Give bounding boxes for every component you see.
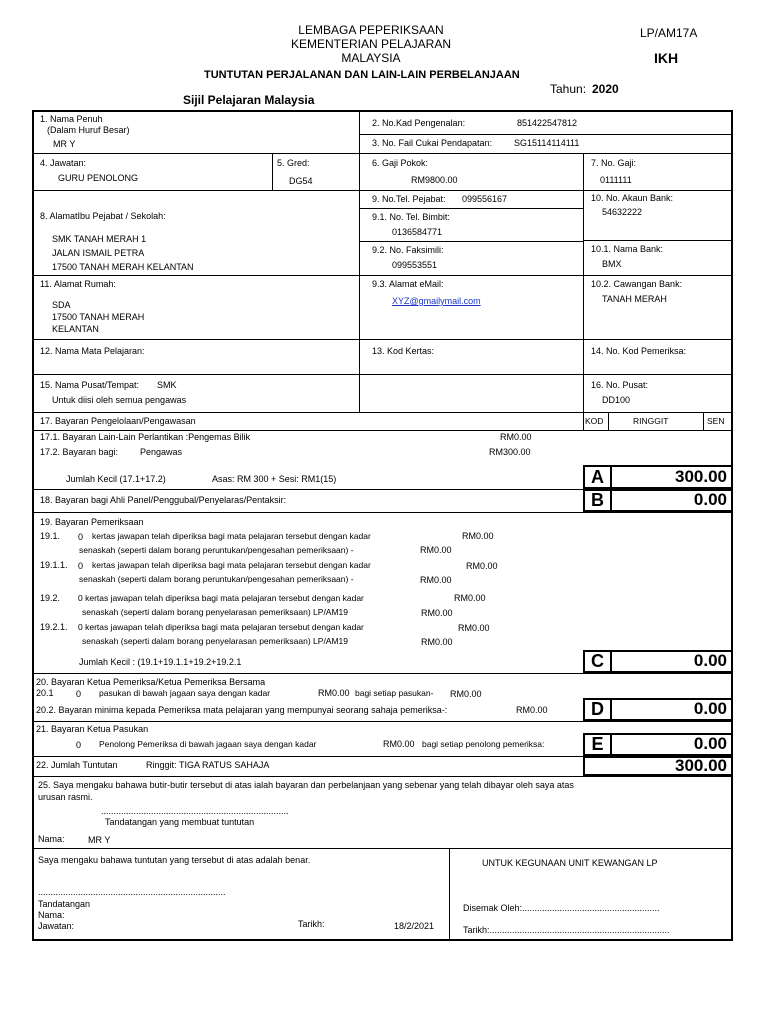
f1-label: 1. Nama Penuh: [40, 114, 103, 124]
f1921-rate[interactable]: RM0.00: [458, 623, 490, 633]
f192-text2: senaskah (seperti dalam borang penyelarasan pemeriksaan) LP/AM19: [82, 607, 349, 617]
f19-subtotal-label: Jumlah Kecil : (19.1+19.1.1+19.2+19.2.1: [79, 657, 242, 667]
f7-value[interactable]: 0111111: [600, 175, 632, 185]
f25-nama-value[interactable]: MR Y: [88, 835, 111, 845]
exam-name: Sijil Pelajaran Malaysia: [183, 93, 315, 107]
sen-header: SEN: [707, 416, 725, 426]
f93-label: 9.3. Alamat eMail:: [372, 279, 444, 289]
f201-text2: bagi setiap pasukan-: [355, 688, 434, 698]
f15-value[interactable]: SMK: [157, 380, 177, 390]
f192-rate[interactable]: RM0.00: [454, 593, 486, 603]
box-e-letter: E: [591, 734, 604, 754]
verify-tarikh-label: Tarikh:: [298, 919, 325, 929]
f91-label: 9.1. No. Tel. Bimbit:: [372, 212, 450, 222]
verify-tandatangan: Tandatangan: [38, 899, 91, 909]
f201-qty[interactable]: 0: [76, 689, 82, 699]
f6-value[interactable]: RM9800.00: [411, 175, 458, 185]
f12-label: 12. Nama Mata Pelajaran:: [40, 346, 145, 356]
f16-label: 16. No. Pusat:: [591, 380, 649, 390]
verify-text: Saya mengaku bahawa tuntutan yang tersebut di atas adalah benar.: [38, 855, 311, 865]
f16-value[interactable]: DD100: [602, 395, 631, 405]
f102-label: 10.2. Cawangan Bank:: [591, 279, 683, 289]
f7-label: 7. No. Gaji:: [591, 158, 637, 168]
f1921-text: 0 kertas jawapan telah diperiksa bagi mata pelajaran tersebut dengan kadar: [78, 622, 364, 632]
box-d-letter: D: [591, 699, 604, 719]
f10-label: 10. No. Akaun Bank:: [591, 193, 674, 203]
f11-line2[interactable]: 17500 TANAH MERAH: [52, 312, 145, 322]
f1921-no: 19.2.1.: [40, 622, 68, 632]
header-line2: KEMENTERIAN PELAJARAN: [290, 37, 452, 51]
f13-label: 13. Kod Kertas:: [372, 346, 435, 356]
f1911-text: kertas jawapan telah diperiksa bagi mata pelajaran tersebut dengan kadar: [92, 560, 371, 570]
f17-basis: Asas: RM 300 + Sesi: RM1(15): [212, 474, 337, 484]
f191-qty[interactable]: 0: [78, 532, 84, 542]
f11-label: 11. Alamat Rumah:: [40, 279, 116, 289]
ringgit-header: RINGGIT: [633, 416, 669, 426]
f8-label: 8. AlamatIbu Pejabat / Sekolah:: [40, 211, 166, 221]
f25-nama-label: Nama:: [38, 834, 65, 844]
f1911-rate[interactable]: RM0.00: [466, 561, 498, 571]
f91-value[interactable]: 0136584771: [392, 227, 443, 237]
f22-ringgit-words[interactable]: TIGA RATUS SAHAJA: [179, 760, 270, 770]
verify-dots: ...........................................................................: [38, 887, 226, 897]
f21-text: Penolong Pemeriksa di bawah jagaan saya dengan kadar: [99, 739, 317, 749]
f11-line3[interactable]: KELANTAN: [52, 324, 99, 334]
f19-label: 19. Bayaran Pemeriksaan: [40, 517, 144, 527]
email-link[interactable]: XYZ@gmailymail.com: [392, 296, 481, 306]
f1911-text2: senaskah (seperti dalam borang peruntukan/pengesahan pemeriksaan) -: [79, 574, 354, 584]
f8-line3[interactable]: 17500 TANAH MERAH KELANTAN: [52, 262, 194, 272]
verify-tarikh-value[interactable]: 18/2/2021: [394, 921, 435, 931]
f1921-amount[interactable]: RM0.00: [421, 637, 453, 647]
f20-label: 20. Bayaran Ketua Pemeriksa/Ketua Pemeriksa Bersama: [36, 677, 266, 687]
f172-value[interactable]: RM300.00: [489, 447, 531, 457]
ikh-label: IKH: [654, 50, 679, 66]
f11-line1[interactable]: SDA: [52, 300, 71, 310]
f4-label: 4. Jawatan:: [40, 158, 87, 168]
f18-label: 18. Bayaran bagi Ahli Panel/Penggubal/Penyelaras/Pentaksir:: [40, 495, 287, 505]
f2-value[interactable]: 851422547812: [517, 118, 578, 128]
finance-title: UNTUK KEGUNAAN UNIT KEWANGAN LP: [482, 858, 658, 868]
verify-jawatan: Jawatan:: [38, 921, 75, 931]
f1911-qty[interactable]: 0: [78, 561, 84, 571]
f25-sign-label: Tandatangan yang membuat tuntutan: [105, 817, 255, 827]
f192-amount[interactable]: RM0.00: [421, 608, 453, 618]
tahun-label: Tahun:: [550, 82, 587, 96]
header-line1: LEMBAGA PEPERIKSAAN: [298, 23, 444, 37]
form-code: LP/AM17A: [640, 26, 698, 40]
f9-value[interactable]: 099556167: [462, 194, 508, 204]
f15-label: 15. Nama Pusat/Tempat:: [40, 380, 140, 390]
box-c-letter: C: [591, 651, 604, 671]
f171-value[interactable]: RM0.00: [500, 432, 532, 442]
f22-ringgit-label: Ringgit:: [146, 760, 177, 770]
f2-label: 2. No.Kad Pengenalan:: [372, 118, 466, 128]
f202-text: 20.2. Bayaran minima kepada Pemeriksa mata pelajaran yang mempunyai seorang sahaja pemeriksa-:: [36, 705, 448, 715]
f172-role[interactable]: Pengawas: [140, 447, 183, 457]
f192-no: 19.2.: [40, 593, 61, 603]
f1-value[interactable]: MR Y: [53, 139, 76, 149]
f8-line1[interactable]: SMK TANAH MERAH 1: [52, 234, 147, 244]
box-b-amount[interactable]: 0.00: [693, 490, 727, 509]
f1921-text2: senaskah (seperti dalam borang penyelarasan pemeriksaan) LP/AM19: [82, 636, 349, 646]
f21-text2: bagi setiap penolong pemeriksa:: [422, 739, 545, 749]
kod-header: KOD: [585, 416, 604, 426]
finance-tarikh: Tarikh:........................................................................: [463, 925, 670, 935]
f4-value[interactable]: GURU PENOLONG: [58, 173, 139, 183]
f191-rate[interactable]: RM0.00: [462, 531, 494, 541]
box-c-amount[interactable]: 0.00: [693, 651, 727, 670]
f101-label: 10.1. Nama Bank:: [591, 244, 664, 254]
f92-value[interactable]: 099553551: [392, 260, 438, 270]
f202-amount[interactable]: RM0.00: [516, 705, 548, 715]
f8-line2[interactable]: JALAN ISMAIL PETRA: [52, 248, 145, 258]
f21-qty[interactable]: 0: [76, 740, 82, 750]
box-e-amount[interactable]: 0.00: [693, 734, 727, 753]
box-b-letter: B: [591, 490, 604, 510]
f22-label: 22. Jumlah Tuntutan: [36, 760, 118, 770]
f201-no: 20.1: [36, 688, 54, 698]
f171-label: 17.1. Bayaran Lain-Lain Perlantikan :Pengemas Bilik: [40, 432, 251, 442]
f15-note: Untuk diisi oleh semua pengawas: [52, 395, 187, 405]
f1911-amount[interactable]: RM0.00: [420, 575, 452, 585]
f17-label: 17. Bayaran Pengelolaan/Pengawasan: [40, 416, 196, 426]
f201-text: pasukan di bawah jagaan saya dengan kadar: [99, 688, 271, 698]
f92-label: 9.2. No. Faksimili:: [372, 245, 444, 255]
f3-value[interactable]: SG15114114111: [514, 138, 580, 148]
verify-nama: Nama:: [38, 910, 65, 920]
f25-dots: ...........................................................................: [101, 806, 289, 816]
f9-label: 9. No.Tel. Pejabat:: [372, 194, 446, 204]
f25-text1: 25. Saya mengaku bahawa butir-butir tersebut di atas ialah bayaran dan perbelanjaan yang sebenar yang telah dibayar oleh saya atas: [38, 780, 574, 790]
f102-value[interactable]: TANAH MERAH: [602, 294, 667, 304]
f3-label: 3. No. Fail Cukai Pendapatan:: [372, 138, 493, 148]
f21-label: 21. Bayaran Ketua Pasukan: [36, 724, 149, 734]
f191-text2: senaskah (seperti dalam borang peruntukan/pengesahan pemeriksaan) -: [79, 545, 354, 555]
f191-no: 19.1.: [40, 531, 61, 541]
f192-text: 0 kertas jawapan telah diperiksa bagi mata pelajaran tersebut dengan kadar: [78, 593, 364, 603]
f191-amount[interactable]: RM0.00: [420, 545, 452, 555]
f101-value[interactable]: BMX: [602, 259, 622, 269]
header-line3: MALAYSIA: [341, 51, 401, 65]
f17-subtotal-label: Jumlah Kecil (17.1+17.2): [66, 474, 166, 484]
f5-label: 5. Gred:: [277, 158, 310, 168]
f21-rate[interactable]: RM0.00: [383, 739, 415, 749]
box-a-letter: A: [591, 467, 604, 487]
f191-text: kertas jawapan telah diperiksa bagi mata pelajaran tersebut dengan kadar: [92, 531, 371, 541]
f25-text2: urusan rasmi.: [38, 792, 93, 802]
f201-rate[interactable]: RM0.00: [318, 688, 350, 698]
f1911-no: 19.1.1.: [40, 560, 68, 570]
box-d-amount[interactable]: 0.00: [693, 699, 727, 718]
f6-label: 6. Gaji Pokok:: [372, 158, 429, 168]
f5-value[interactable]: DG54: [289, 176, 313, 186]
box-a-amount[interactable]: 300.00: [675, 467, 727, 486]
f172-label: 17.2. Bayaran bagi:: [40, 447, 119, 457]
f10-value[interactable]: 54632222: [602, 207, 643, 217]
total-amount[interactable]: 300.00: [675, 756, 727, 775]
finance-disemak: Disemak Oleh:.......................................................: [463, 903, 660, 913]
f1-sublabel: (Dalam Huruf Besar): [47, 125, 130, 135]
f14-label: 14. No. Kod Pemeriksa:: [591, 346, 687, 356]
tahun-value: 2020: [592, 82, 619, 96]
header-subtitle: TUNTUTAN PERJALANAN DAN LAIN-LAIN PERBELANJAAN: [204, 69, 520, 81]
f201-amount[interactable]: RM0.00: [450, 689, 482, 699]
